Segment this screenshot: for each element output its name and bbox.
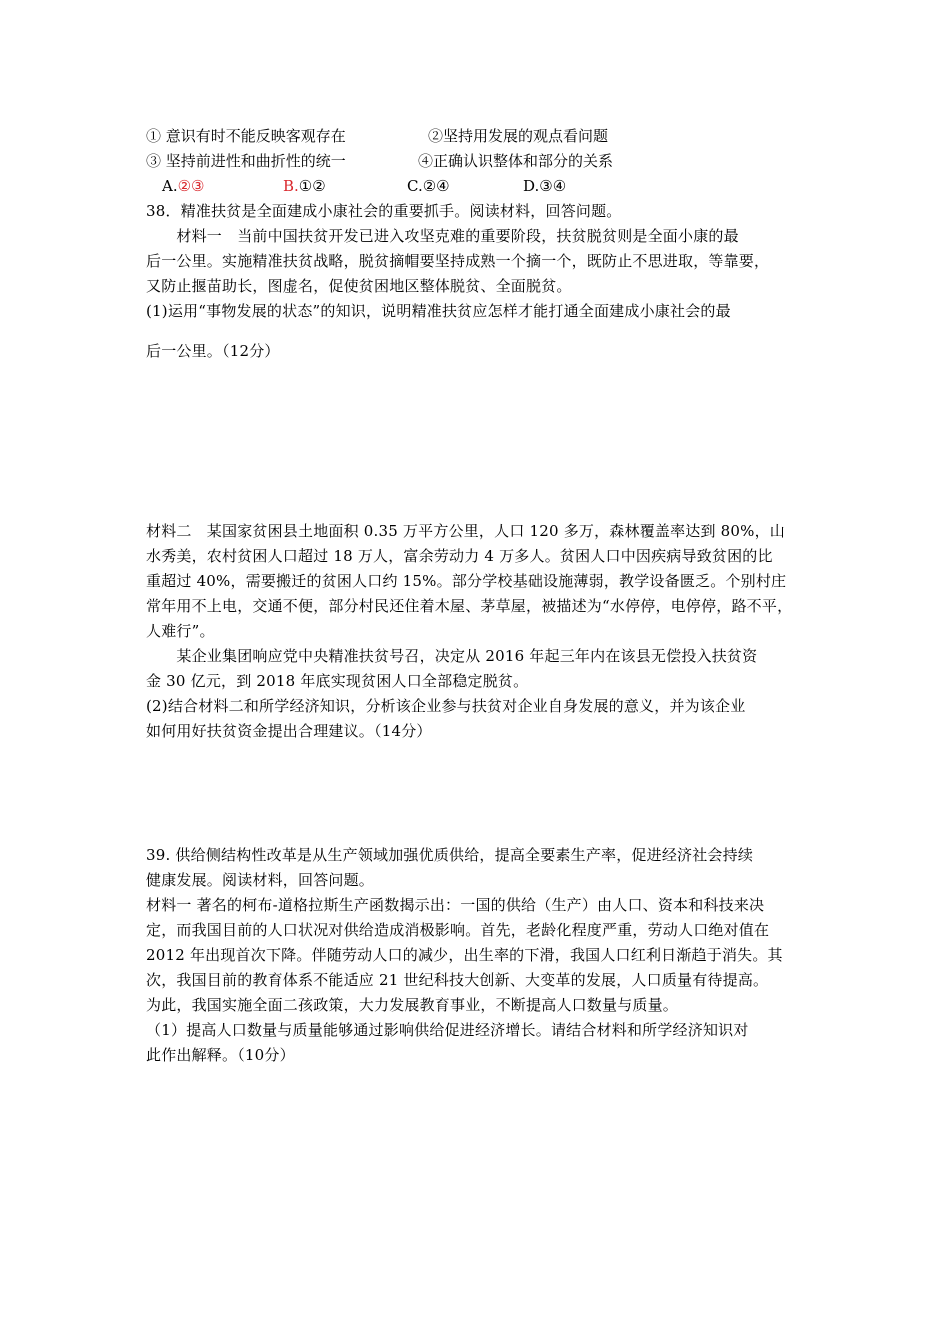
choice-d	[523, 174, 566, 198]
option-item-3-text: ③ 坚持前进性和曲折性的统一	[146, 152, 346, 170]
q38-material2-line: 常年用不上电，交通不便，部分村民还住着木屋、茅草屋，被描述为“水停停，电停停，路不平，	[146, 597, 793, 615]
q38-material2-line: 某企业集团响应党中央精准扶贫号召，决定从 2016 年起三年内在该县无偿投入扶贫资	[146, 647, 758, 665]
choice-a-answer: ②③	[177, 177, 205, 195]
option-item-1-text: ① 意识有时不能反映客观存在	[146, 127, 346, 145]
q38-material2-line: 金 30 亿元，到 2018 年底实现贫困人口全部稳定脱贫。	[146, 672, 529, 690]
option-item-2-text: ②坚持用发展的观点看问题	[428, 127, 609, 145]
q38-sub1-line: (1)运用“事物发展的状态”的知识，说明精准扶贫应怎样才能打通全面建成小康社会的最	[146, 302, 731, 320]
choice-c-text: C.②④	[407, 177, 450, 195]
q39-stem-line: 39. 供给侧结构性改革是从生产领域加强优质供给，提高全要素生产率，促进经济社会持续	[146, 846, 754, 864]
option-item-2	[428, 124, 608, 148]
q39-sub1-line: （1）提高人口数量与质量能够通过影响供给促进经济增长。请结合材料和所学经济知识对	[146, 1021, 749, 1039]
option-item-4	[418, 149, 613, 173]
option-item-1	[146, 124, 346, 148]
q38-material2-line: 人难行”。	[146, 622, 215, 640]
q39-material1-line: 定，而我国目前的人口状况对供给造成消极影响。首先，老龄化程度严重，劳动人口绝对值在	[146, 921, 770, 939]
q38-material1-line: 材料一 当前中国扶贫开发已进入攻坚克难的重要阶段，扶贫脱贫则是全面小康的最	[146, 227, 739, 245]
q38-material2-line: 重超过 40%，需要搬迁的贫困人口约 15%。部分学校基础设施薄弱，教学设备匮乏。个别村庄	[146, 572, 787, 590]
choice-b-letter: B.	[283, 177, 299, 195]
q38-material1-line: 后一公里。实施精准扶贫战略，脱贫摘帽要坚持成熟一个摘一个，既防止不思进取，等靠要，	[146, 252, 770, 270]
q39-material1-line: 为此，我国实施全面二孩政策，大力发展教育事业，不断提高人口数量与质量。	[146, 996, 679, 1014]
q38-material2-line: 材料二 某国家贫困县土地面积 0.35 万平方公里，人口 120 多万，森林覆盖率达到 80%，山	[146, 522, 786, 540]
q39-material1-line: 材料一 著名的柯布-道格拉斯生产函数揭示出：一国的供给（生产）由人口、资本和科技来决	[146, 896, 765, 914]
q38-sub2-line: 如何用好扶贫资金提出合理建议。（14分）	[146, 722, 432, 740]
q39-material1-line: 2012 年出现首次下降。伴随劳动人口的减少，出生率的下滑，我国人口红利日渐趋于消失。其	[146, 946, 783, 964]
option-item-3	[146, 149, 346, 173]
q38-material1-line: 又防止揠苗助长，图虚名，促使贫困地区整体脱贫、全面脱贫。	[146, 277, 572, 295]
choice-b-value: ①②	[298, 177, 326, 195]
q39-sub1-line: 此作出解释。（10分）	[146, 1046, 295, 1064]
choice-b	[283, 174, 326, 198]
option-item-4-text: ④正确认识整体和部分的关系	[418, 152, 614, 170]
q38-material2-line: 水秀美，农村贫困人口超过 18 万人，富余劳动力 4 万多人。贫困人口中因疾病导致贫困的比	[146, 547, 773, 565]
choice-a-letter: A.	[162, 177, 178, 195]
choice-a	[162, 174, 205, 198]
choice-c	[407, 174, 450, 198]
q39-stem-line: 健康发展。阅读材料，回答问题。	[146, 871, 375, 889]
q38-stem: 38．精准扶贫是全面建成小康社会的重要抓手。阅读材料，回答问题。	[146, 202, 622, 220]
choice-d-text: D.③④	[523, 177, 567, 195]
q38-sub1-line: 后一公里。（12分）	[146, 342, 280, 360]
q39-material1-line: 次，我国目前的教育体系不能适应 21 世纪科技大创新、大变革的发展，人口质量有待提高。	[146, 971, 769, 989]
q38-sub2-line: (2)结合材料二和所学经济知识，分析该企业参与扶贫对企业自身发展的意义，并为该企业	[146, 697, 746, 715]
